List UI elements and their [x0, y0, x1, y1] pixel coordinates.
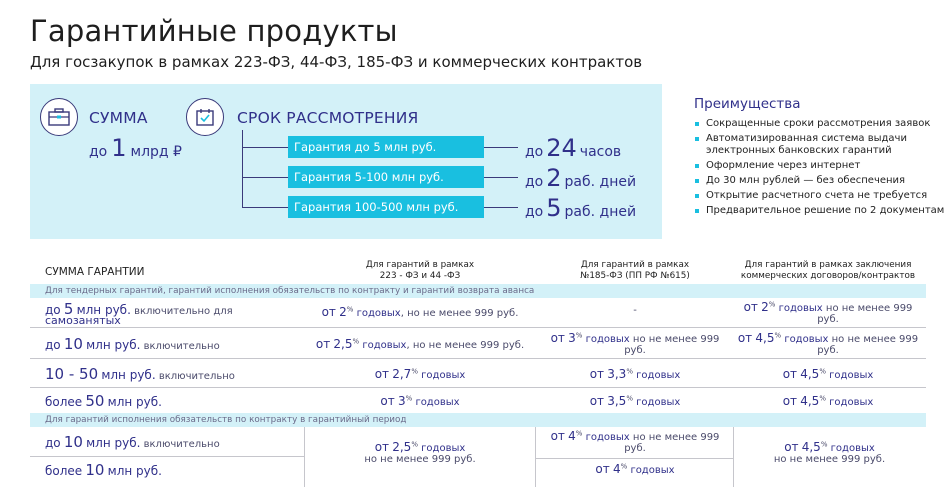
- grant-term: до 5 раб. дней: [525, 194, 637, 222]
- row-amount: до 10 млн руб. включительно: [45, 433, 220, 451]
- bracket-branch: [242, 147, 288, 148]
- row-amount: до 10 млн руб. включительно: [45, 335, 220, 353]
- rate-185: от 4% годовых: [595, 462, 675, 476]
- row-amount: 10 - 50 млн руб. включительно: [45, 365, 235, 383]
- bracket-branch: [242, 177, 288, 178]
- rate-185: от 3% годовых но не менее 999 руб.: [550, 331, 720, 356]
- cell-divider: [30, 456, 304, 457]
- table-row: [30, 360, 926, 388]
- list-item: электронных банковских гарантий: [706, 145, 892, 156]
- grant-bar: Гарантия 100-500 млн руб.: [288, 196, 484, 218]
- table-row: [30, 329, 926, 359]
- column-header-sum: СУММА ГАРАНТИИ: [45, 266, 145, 278]
- rate-185: от 3,3% годовых: [589, 367, 681, 381]
- grant-bar: Гарантия 5-100 млн руб.: [288, 166, 484, 188]
- column-header-223-44: Для гарантий в рамках 223 - ФЗ и 44 -ФЗ: [365, 260, 475, 281]
- row-amount: более 10 млн руб.: [45, 461, 162, 479]
- row-amount-note: самозанятых: [45, 314, 121, 327]
- table-row: [30, 389, 926, 413]
- briefcase-icon: [40, 98, 78, 136]
- page-title: Гарантийные продукты: [30, 14, 398, 48]
- rate-commercial: от 4,5% годовых но не менее 999 руб.: [773, 440, 886, 465]
- column-header-commercial: Для гарантий в рамках заключения коммерческих договоров/контрактов: [740, 260, 916, 281]
- grant-term: до 24 часов: [525, 134, 622, 162]
- row-amount: более 50 млн руб.: [45, 392, 162, 410]
- section-warranty: Для гарантий исполнения обязательств по контракту в гарантийный период: [30, 413, 926, 427]
- rate-commercial: от 4,5% годовых но не менее 999 руб.: [737, 331, 919, 356]
- rate-185: от 4% годовых но не менее 999 руб.: [550, 429, 720, 454]
- cell-divider: [304, 427, 305, 487]
- rate-185: -: [633, 305, 637, 316]
- term-label: СРОК РАССМОТРЕНИЯ: [237, 109, 419, 127]
- column-header-185: Для гарантий в рамках №185-ФЗ (ПП РФ №615): [580, 260, 690, 281]
- list-item: До 30 млн рублей — без обеспечения: [694, 175, 952, 187]
- list-item: Автоматизированная система выдачи: [694, 133, 952, 145]
- grant-bar: Гарантия до 5 млн руб.: [288, 136, 484, 158]
- rate-commercial: от 2% годовых но не менее 999 руб.: [743, 300, 913, 325]
- rate-185: от 3,5% годовых: [589, 394, 681, 408]
- rate-223-44: от 2,5% годовых, но не менее 999 руб.: [315, 337, 525, 351]
- page-subtitle: Для госзакупок в рамках 223-ФЗ, 44-ФЗ, 185-ФЗ и коммерческих контрактов: [30, 53, 643, 71]
- list-item: Сокращенные сроки рассмотрения заявок: [694, 118, 952, 130]
- table-row: [30, 298, 926, 328]
- rate-223-44: от 2,7% годовых: [374, 367, 466, 381]
- rate-commercial: от 4,5% годовых: [782, 367, 874, 381]
- list-item: Оформление через интернет: [694, 160, 952, 172]
- grant-term: до 2 раб. дней: [525, 164, 637, 192]
- advantages-title: Преимущества: [694, 96, 801, 112]
- advantages-list: [694, 118, 952, 220]
- grant-connector: [484, 147, 518, 148]
- bracket-vertical: [242, 130, 243, 207]
- sum-value: до 1 млрд ₽: [89, 134, 182, 162]
- rate-223-44: от 2% годовых, но не менее 999 руб.: [321, 305, 519, 319]
- rate-commercial: от 4,5% годовых: [782, 394, 874, 408]
- list-item: Открытие расчетного счета не требуется: [694, 190, 952, 202]
- sum-label: СУММА: [89, 109, 148, 127]
- rate-223-44: от 2,5% годовых но не менее 999 руб.: [364, 440, 476, 465]
- cell-divider: [535, 458, 733, 459]
- row-amount: до 5 млн руб. включительно для: [45, 300, 233, 318]
- bracket-branch: [242, 207, 288, 208]
- list-item: Предварительное решение по 2 документам: [694, 205, 952, 217]
- rate-223-44: от 3% годовых: [380, 394, 460, 408]
- grant-connector: [484, 207, 518, 208]
- info-panel: [30, 84, 662, 239]
- calendar-icon: [186, 98, 224, 136]
- section-tender: Для тендерных гарантий, гарантий исполнения обязательств по контракту и гарантий возврата аванса: [30, 284, 926, 298]
- grant-connector: [484, 177, 518, 178]
